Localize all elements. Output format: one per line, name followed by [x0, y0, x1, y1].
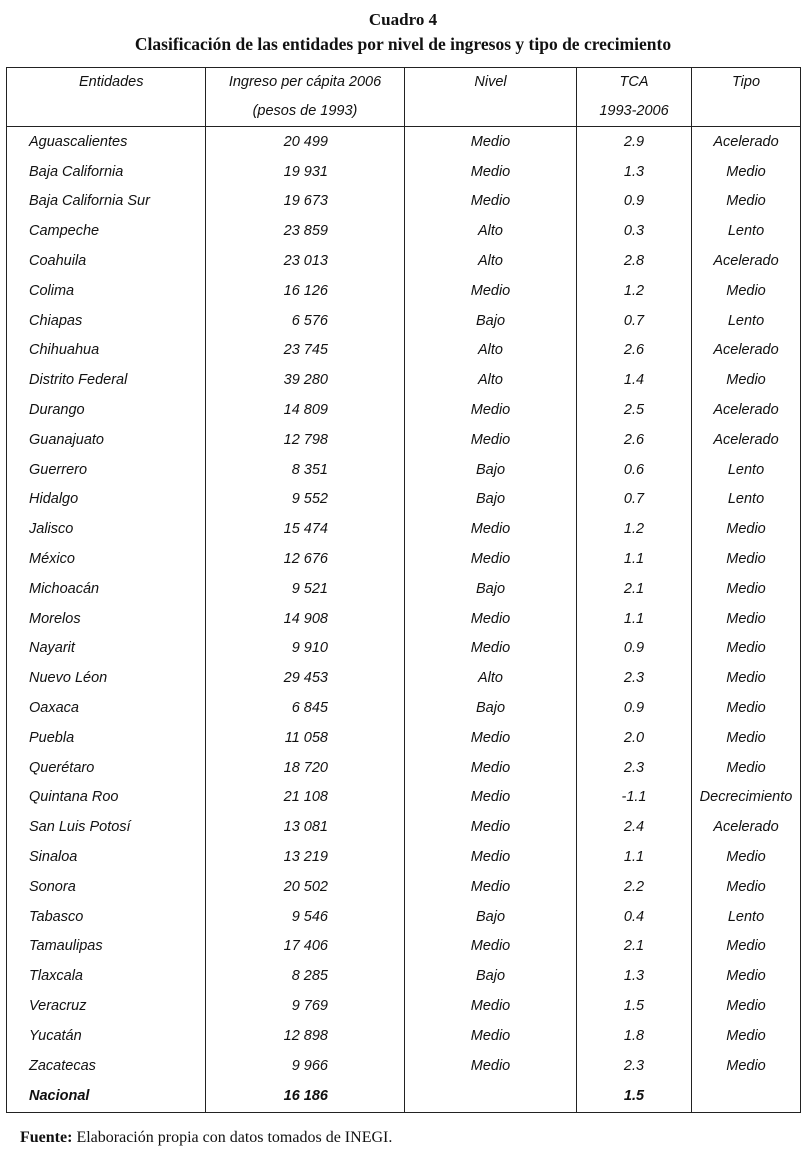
cell-nivel: Medio [405, 544, 577, 574]
cell-ingreso: 12 798 [206, 425, 405, 455]
cell-ingreso: 20 499 [206, 127, 405, 157]
cell-tipo: Lento [692, 216, 801, 246]
cell-tca: 2.3 [577, 753, 692, 783]
cell-ingreso: 19 673 [206, 187, 405, 217]
cell-tipo: Medio [692, 723, 801, 753]
source-text: Elaboración propia con datos tomados de INEGI. [76, 1129, 393, 1146]
cell-tipo: Lento [692, 306, 801, 336]
table-row [7, 1021, 801, 1051]
cell-ingreso: 9 910 [206, 634, 405, 664]
cell-tipo: Medio [692, 157, 801, 187]
table-row [7, 157, 801, 187]
header-entidades: Entidades [7, 68, 206, 127]
cell-entidad: Veracruz [7, 991, 206, 1021]
table-row [7, 455, 801, 485]
cell-nivel: Bajo [405, 902, 577, 932]
cell-ingreso: 17 406 [206, 932, 405, 962]
cell-ingreso: 23 013 [206, 246, 405, 276]
cell-entidad: Jalisco [7, 514, 206, 544]
total-ingreso: 16 186 [206, 1081, 405, 1113]
income-classification-table [6, 67, 801, 1113]
cell-tca: 1.2 [577, 276, 692, 306]
cell-entidad: Nuevo Léon [7, 663, 206, 693]
cell-tipo: Medio [692, 574, 801, 604]
cell-tipo: Medio [692, 544, 801, 574]
cell-tca: 1.4 [577, 365, 692, 395]
cell-tipo: Medio [692, 693, 801, 723]
total-entidad: Nacional [7, 1081, 206, 1113]
cell-entidad: Campeche [7, 216, 206, 246]
table-row [7, 216, 801, 246]
cell-nivel: Medio [405, 634, 577, 664]
table-body [7, 127, 801, 1113]
cell-entidad: Morelos [7, 604, 206, 634]
cell-tipo: Medio [692, 1021, 801, 1051]
cell-ingreso: 18 720 [206, 753, 405, 783]
cell-tipo: Medio [692, 187, 801, 217]
table-row [7, 574, 801, 604]
cell-tca: 0.7 [577, 485, 692, 515]
table-row [7, 991, 801, 1021]
cell-tipo: Acelerado [692, 395, 801, 425]
cell-tipo: Medio [692, 932, 801, 962]
cell-entidad: Tabasco [7, 902, 206, 932]
table-row [7, 902, 801, 932]
cell-entidad: Guanajuato [7, 425, 206, 455]
cell-entidad: Aguascalientes [7, 127, 206, 157]
cell-ingreso: 12 676 [206, 544, 405, 574]
table-title: Cuadro 4 [368, 10, 438, 29]
cell-ingreso: 23 745 [206, 336, 405, 366]
cell-ingreso: 9 966 [206, 1051, 405, 1081]
cell-entidad: Chiapas [7, 306, 206, 336]
cell-ingreso: 15 474 [206, 514, 405, 544]
source-note [20, 1129, 392, 1147]
cell-tipo: Medio [692, 663, 801, 693]
cell-entidad: Nayarit [7, 634, 206, 664]
cell-ingreso: 16 126 [206, 276, 405, 306]
cell-tca: 1.1 [577, 544, 692, 574]
cell-tipo: Acelerado [692, 812, 801, 842]
cell-tipo: Medio [692, 753, 801, 783]
cell-ingreso: 9 552 [206, 485, 405, 515]
cell-entidad: Zacatecas [7, 1051, 206, 1081]
table-row [7, 842, 801, 872]
cell-entidad: Oaxaca [7, 693, 206, 723]
cell-tca: 1.3 [577, 961, 692, 991]
cell-nivel: Alto [405, 365, 577, 395]
cell-entidad: Coahuila [7, 246, 206, 276]
cell-tipo: Acelerado [692, 246, 801, 276]
cell-ingreso: 8 285 [206, 961, 405, 991]
cell-entidad: Durango [7, 395, 206, 425]
cell-tca: 1.8 [577, 1021, 692, 1051]
cell-entidad: Yucatán [7, 1021, 206, 1051]
cell-tca: 2.1 [577, 574, 692, 604]
cell-nivel: Medio [405, 395, 577, 425]
cell-ingreso: 11 058 [206, 723, 405, 753]
header-ingreso-line1: Ingreso per cápita 2006 [228, 74, 382, 90]
cell-nivel: Medio [405, 127, 577, 157]
cell-tipo: Acelerado [692, 336, 801, 366]
table-row [7, 932, 801, 962]
cell-tca: 1.2 [577, 514, 692, 544]
table-row [7, 276, 801, 306]
cell-nivel: Alto [405, 216, 577, 246]
cell-tca: 1.1 [577, 842, 692, 872]
cell-ingreso: 13 081 [206, 812, 405, 842]
cell-entidad: Querétaro [7, 753, 206, 783]
cell-entidad: Tamaulipas [7, 932, 206, 962]
cell-entidad: San Luis Potosí [7, 812, 206, 842]
cell-nivel: Bajo [405, 574, 577, 604]
table-row [7, 663, 801, 693]
table-row [7, 127, 801, 157]
table-row [7, 812, 801, 842]
cell-tca: 2.6 [577, 425, 692, 455]
cell-tca: 0.4 [577, 902, 692, 932]
cell-entidad: Tlaxcala [7, 961, 206, 991]
cell-nivel: Medio [405, 1021, 577, 1051]
cell-nivel: Medio [405, 276, 577, 306]
cell-entidad: Hidalgo [7, 485, 206, 515]
table-subtitle: Clasificación de las entidades por nivel de ingresos y tipo de crecimiento [134, 34, 672, 54]
table-row [7, 514, 801, 544]
cell-tca: 2.3 [577, 1051, 692, 1081]
cell-tipo: Acelerado [692, 425, 801, 455]
header-tca-line2: 1993-2006 [599, 103, 669, 119]
table-header [7, 68, 801, 127]
table-row [7, 395, 801, 425]
table-row [7, 365, 801, 395]
header-tipo: Tipo [692, 68, 801, 127]
header-nivel: Nivel [405, 68, 577, 127]
cell-ingreso: 6 845 [206, 693, 405, 723]
cell-entidad: Guerrero [7, 455, 206, 485]
cell-nivel: Medio [405, 157, 577, 187]
cell-entidad: Sonora [7, 872, 206, 902]
cell-ingreso: 29 453 [206, 663, 405, 693]
cell-nivel: Medio [405, 783, 577, 813]
table-row [7, 187, 801, 217]
cell-tca: 2.2 [577, 872, 692, 902]
table-row [7, 604, 801, 634]
cell-ingreso: 23 859 [206, 216, 405, 246]
cell-ingreso: 21 108 [206, 783, 405, 813]
cell-nivel: Alto [405, 663, 577, 693]
cell-ingreso: 13 219 [206, 842, 405, 872]
cell-ingreso: 12 898 [206, 1021, 405, 1051]
cell-tipo: Medio [692, 991, 801, 1021]
cell-ingreso: 9 521 [206, 574, 405, 604]
cell-tca: 2.4 [577, 812, 692, 842]
cell-ingreso: 9 769 [206, 991, 405, 1021]
cell-tipo: Lento [692, 455, 801, 485]
header-tca-line1: TCA [619, 74, 649, 90]
cell-ingreso: 8 351 [206, 455, 405, 485]
cell-tipo: Medio [692, 514, 801, 544]
cell-entidad: Distrito Federal [7, 365, 206, 395]
cell-nivel: Medio [405, 187, 577, 217]
cell-tipo: Lento [692, 902, 801, 932]
cell-tca: 2.1 [577, 932, 692, 962]
cell-nivel: Medio [405, 991, 577, 1021]
cell-tca: 0.9 [577, 634, 692, 664]
table-row [7, 485, 801, 515]
cell-tca: 0.7 [577, 306, 692, 336]
cell-nivel: Medio [405, 753, 577, 783]
cell-tca: 2.3 [577, 663, 692, 693]
cell-tipo: Lento [692, 485, 801, 515]
table-row [7, 336, 801, 366]
cell-ingreso: 14 908 [206, 604, 405, 634]
cell-nivel: Medio [405, 425, 577, 455]
table-row [7, 872, 801, 902]
cell-tca: 2.6 [577, 336, 692, 366]
cell-tca: 1.1 [577, 604, 692, 634]
total-nivel [405, 1081, 577, 1113]
cell-nivel: Bajo [405, 306, 577, 336]
cell-tca: 0.9 [577, 187, 692, 217]
cell-nivel: Bajo [405, 455, 577, 485]
cell-entidad: Michoacán [7, 574, 206, 604]
cell-entidad: Sinaloa [7, 842, 206, 872]
cell-entidad: Baja California [7, 157, 206, 187]
table-row [7, 783, 801, 813]
cell-nivel: Alto [405, 246, 577, 276]
cell-ingreso: 6 576 [206, 306, 405, 336]
source-label: Fuente: [20, 1129, 73, 1146]
cell-tipo: Medio [692, 634, 801, 664]
cell-nivel: Medio [405, 514, 577, 544]
table-row [7, 723, 801, 753]
table-row [7, 961, 801, 991]
cell-nivel: Bajo [405, 961, 577, 991]
total-row [7, 1081, 801, 1113]
cell-tipo: Decrecimiento [692, 783, 801, 813]
total-tca: 1.5 [577, 1081, 692, 1113]
cell-entidad: Baja California Sur [7, 187, 206, 217]
cell-tca: -1.1 [577, 783, 692, 813]
cell-tca: 2.5 [577, 395, 692, 425]
cell-tca: 2.8 [577, 246, 692, 276]
cell-tca: 1.3 [577, 157, 692, 187]
cell-ingreso: 39 280 [206, 365, 405, 395]
table-row [7, 425, 801, 455]
cell-tipo: Medio [692, 842, 801, 872]
header-ingreso [206, 68, 405, 127]
total-tipo [692, 1081, 801, 1113]
cell-tipo: Acelerado [692, 127, 801, 157]
cell-tca: 1.5 [577, 991, 692, 1021]
cell-nivel: Bajo [405, 485, 577, 515]
cell-ingreso: 9 546 [206, 902, 405, 932]
header-ingreso-line2: (pesos de 1993) [252, 103, 358, 119]
table-row [7, 246, 801, 276]
cell-tipo: Medio [692, 1051, 801, 1081]
cell-ingreso: 14 809 [206, 395, 405, 425]
cell-entidad: Colima [7, 276, 206, 306]
cell-entidad: México [7, 544, 206, 574]
cell-nivel: Bajo [405, 693, 577, 723]
table-row [7, 544, 801, 574]
table-row [7, 634, 801, 664]
cell-nivel: Medio [405, 842, 577, 872]
cell-tca: 0.9 [577, 693, 692, 723]
cell-tipo: Medio [692, 872, 801, 902]
table-row [7, 753, 801, 783]
cell-entidad: Puebla [7, 723, 206, 753]
header-tca [577, 68, 692, 127]
cell-tca: 2.9 [577, 127, 692, 157]
table-row [7, 693, 801, 723]
cell-tipo: Medio [692, 604, 801, 634]
cell-tipo: Medio [692, 276, 801, 306]
table-row [7, 1051, 801, 1081]
cell-nivel: Medio [405, 812, 577, 842]
cell-tca: 2.0 [577, 723, 692, 753]
cell-ingreso: 19 931 [206, 157, 405, 187]
cell-nivel: Alto [405, 336, 577, 366]
cell-tipo: Medio [692, 365, 801, 395]
cell-nivel: Medio [405, 932, 577, 962]
cell-ingreso: 20 502 [206, 872, 405, 902]
cell-nivel: Medio [405, 1051, 577, 1081]
cell-nivel: Medio [405, 604, 577, 634]
cell-entidad: Chihuahua [7, 336, 206, 366]
cell-tca: 0.6 [577, 455, 692, 485]
cell-tipo: Medio [692, 961, 801, 991]
cell-nivel: Medio [405, 723, 577, 753]
table-row [7, 306, 801, 336]
cell-tca: 0.3 [577, 216, 692, 246]
cell-nivel: Medio [405, 872, 577, 902]
cell-entidad: Quintana Roo [7, 783, 206, 813]
